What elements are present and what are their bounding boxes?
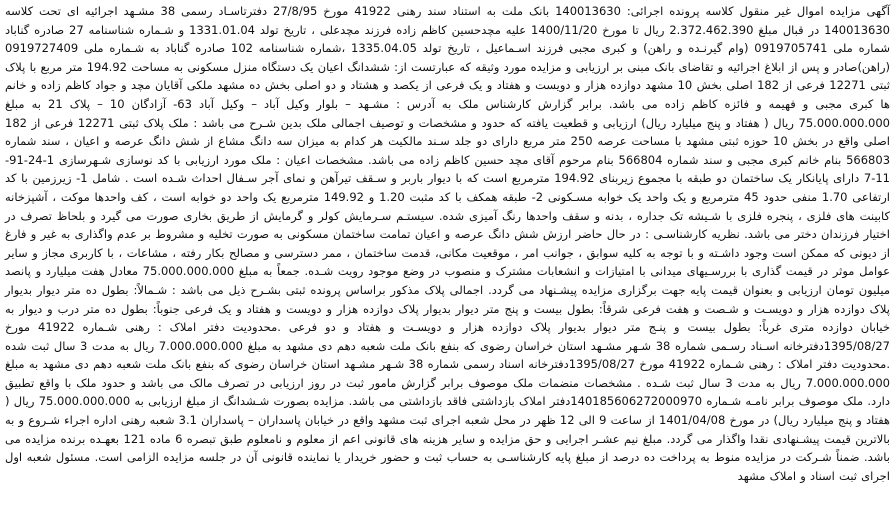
auction-notice-text: آگهی مزایده اموال غیر منقول کلاسه پرونده اجرائی: 140013630 بانک ملت به استناد سند رهنی 41922 مورخ 27/8/95 دفترتاسـاد رسمی 38 مشـهد اجرائیه ای تحت کلاسه 140013630 در قبال مبلغ 2.372.462.390 ریال تا مورخ 1400/11/20 علیه مچدحسین کاظم زاده فرزند مچدعلی ، تاریخ تولد 1331.01.04 و شـماره شناسنامه 27 صادره گناباد شماره ملی 0919705741 (وام گیرنـده و راهن) و کبری مجبی فرزند اسـماعیل ، تاریخ تولد 1335.04.05 ،شماره شناسنامه 102 صادره گناباد به شـماره ملی 0919727409 (راهن)صادر و پس از ابلاغ اجرائیه و تقاضای بانک مبنی بر ارزیابی و مزایده مورد وثیقه که عبارتست از: ششدانگ اعیان یک دستگاه منزل مسکونی به مساحت 194.92 متر مربع با پلاک ثبتی 12271 فرعی از 182 اصلی بخش 10 مشهد دوازده هزار و دویست و هفتاد و یک فرعی از یکصد و هشتاد و دو اصلی بخش ده مشهد ملکی آقایان مچد و جواد کاظم زاده و خانم ها کبری مجبی و فهیمه و فائزه کاظم زاده می باشد. برابر گزارش کارشناس ملک به آدرس : مشـهد – بلوار وکیل آباد – وکیل آباد 63- آزادگان 10 – پلاک 21 به مبلغ 75.000.000.000 ریال ( هفتاد و پنج میلیارد ریال) ارزیابی و قطعیت یافته که حدود و مشخصات و توصیف اجمالی ملک بدین شـرح می باشد : ملک پلاک ثبتی 12271 فرعی از 182 اصلی واقع در بخش 10 حوزه ثبتی مشهد با مساحت عرصه 250 متر مربع دارای دو جلد سـند مالکیت هر کدام به میزان سه دانگ مشاع از شش دانگ عرصه و اعیان ، سند شماره 566803 بنام خانم کبری مجبی و سند شماره 566804 بنام مرحوم آقای مچد حسین کاظم زاده می باشد. مشخصات اعیان : ملک مورد ارزیابی با کد نوسازی شـهرسازی 1-24-91-11-7 دارای پایانکار یک ساختمان دو طبقه با مجموع زیربنای 194.92 مترمربع است که با دیوار باربر و سـقف تیرآهن و نمای آجر سـفال احداث شـده است . شامل 1- زیرزمین با کد ارتفاعی 1.70 منفی حدود 45 مترمربع و یک واحد یک خوابه مسـکونی 2- طبقه همکف با کد مثبت 1.20 و 149.92 مترمربع یک واحد دو خوابه است ، کف واحدها موکت ، آشپزخانه کابینت های فلزی ، پنجره فلزی با شـیشه تک جداره ، بدنه و سقف واحدها رنگ آمیزی شده. سیستـم سـرمایش کولر و گرمایش از طریق بخاری صورت می گیرد و بلحاظ تصرف در اختیار فرزندان دختر می باشد. نظریه کارشناسـی : در حال حاضر ارزش شش دانگ عرصه و اعیان تمامت ساختمان مسکونی به صورت تخلیه و مشروط بر عدم واگذاری به غیر و فارغ از دیونی که ممکن است وجود داشـته و با توجه به کلیه سوابق ، جوانب امر ، موقعیت مکانی، قدمت ساختمان ، ممر دسترسی و مصالح بکار رفته ، مشاعات ، با کاربری مجاز و سایر عوامل موثر در قیمت گذاری با بررسـیهای میدانی با امتیازات و انشعابات مشترک و منصوب در وضع موجود رویت شـده. جمعاً به مبلغ 75.000.000.000 معادل هفت میلیارد و پانصد میلیون تومان ارزیابی و بعنوان قیمت پایه جهت برگزاری مزایده پیشـنهاد می گردد. اجمالی پلاک مذکور براساس پرونده ثبتی بشـرح ذیل می باشد : شـمالاً: بطول ده متر دیوار بدیوار پلاک دوازده هزار و دویسـت و شـصت و هفت فرعی شرقاً: بطول بیست و پنج متر دیوار بدیوار پلاک دوازده هزار و دویست و هفتاد و یک فرعی جنوباً: بطول ده متر درب و دیوار به خیابان دوازده متری غرباً: بطول بیست و پنـج متر دیوار بدیوار پلاک دوازده هزار و دویسـت و هفتاد و دو فرعی .محدودیت دفتر املاک : رهنی شـماره 41922 مورخ 1395/08/27دفترخانه اسـناد رسـمی شماره 38 شـهر مشـهد استان خراسان رضوی که بنفع بانک ملت شعبه دهم دی مشهد به مبلغ 7.000.000.000 ریال به مدت 3 سال ثبت شده .محدودیت دفتر املاک : رهنی شـماره 41922 مورخ 1395/08/27دفترخانه اسناد رسمی شماره 38 شـهر مشـهد استان خراسان رضوی که بنفع بانک ملت شعبه دهم دی مشهد به مبلغ 7.000.000.000 ریال به مدت 3 سال ثبت شـده . مشخصات منضمات ملک موصوف برابر گزارش مامور ثبت در روز ارزیابی در تصرف مالک می باشد و حدود ملک با واقع تطبیق دارد. ملک موصوف برابر نامـه شـماره 140185606272000970دفتر املاک بازداشتی فاقد بازداشتی می باشد. مزایده بصورت شـشدانگ از مبلغ ارزیابی به 75.000.000.000 ریال ( هفتاد و پنج میلیارد ریال) در مورخ 1401/04/08 از ساعت 9 الی 12 ظهر در محل شعبه اجرای ثبت مشهد واقع در خیابان پاسداران – پاسداران 3.1 شعبه رهنی اداره اجراء شـروع و به بالاترین قیمت پیشـنهادی نقدا واگذار می گردد. مبلغ نیم عشـر اجرایی و حق مزایده و سایر هزینه های قانونی اعم از معلوم و نامعلوم طبق تبصره 6 ماده 121 بعهـده برنده مزایده می باشد. ضمناً شـرکت در مزایده منوط به پرداخت ده درصد از مبلغ پایه کارشناسـی به حساب ثبت و حضور خریدار یا نماینده قانونی آن در جلسه مزایده الزامی است. مسئول شعبه اول اجرای ثبت اسناد و املاک مشهد xyxy=(5,4,891,483)
